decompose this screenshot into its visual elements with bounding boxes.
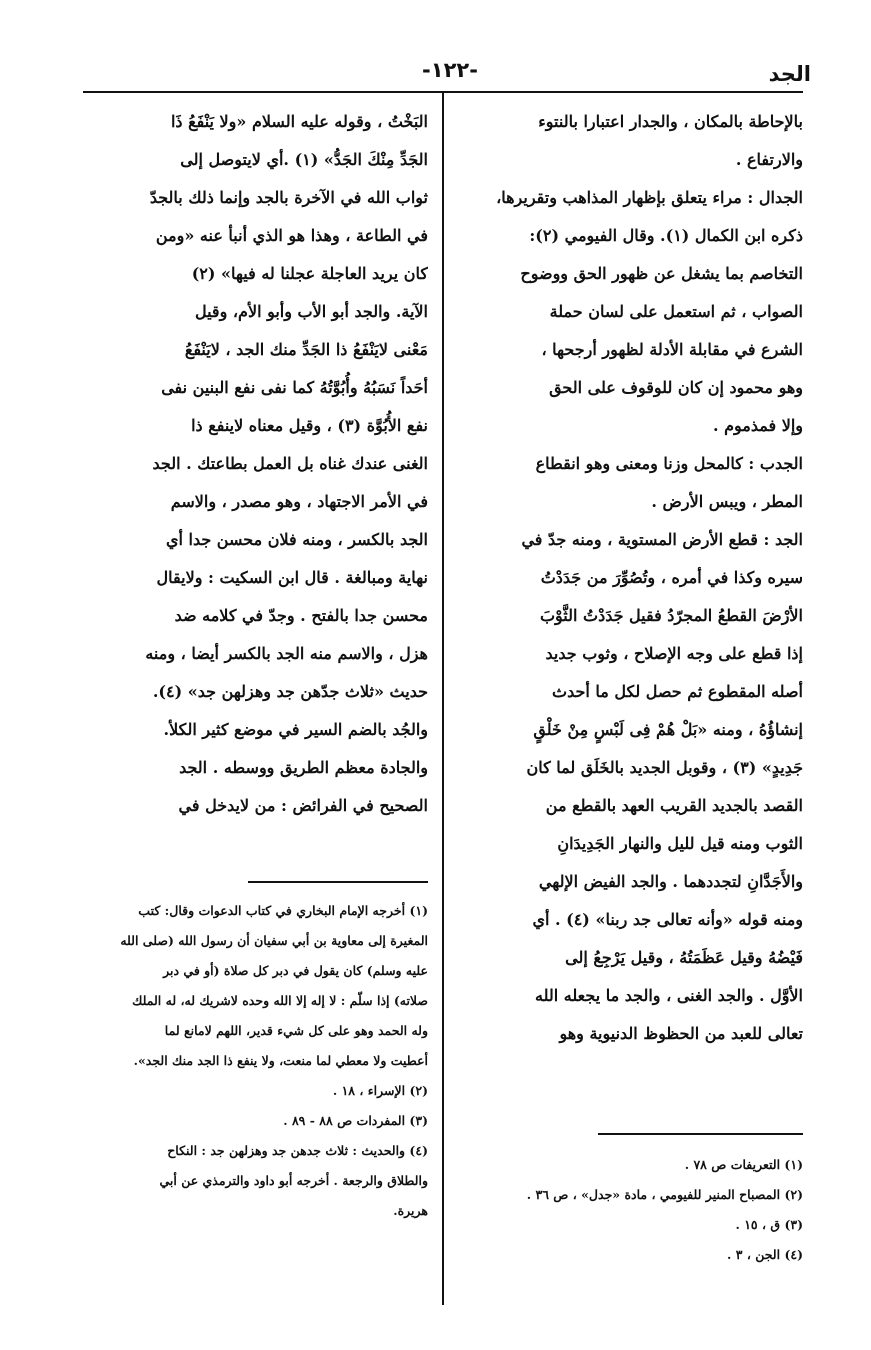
- text-line: الآية. والجد أبو الأب وأبو الأم، وقيل: [194, 302, 428, 321]
- text-line: والارتفاع .: [735, 150, 803, 169]
- footnote-line: صلاته) إذا سلّم : لا إله إلا الله وحده لاشريك له، له الملك: [132, 993, 428, 1008]
- text-line: جَدِيدٍ» (٣) ، وقوبل الجديد بالخَلَق لما كان: [526, 758, 803, 777]
- text-line: في الطاعة ، وهذا هو الذي أنبأ عنه «ومن: [155, 226, 428, 245]
- footnote-line: والطلاق والرجعة . أخرجه أبو داود والترمذي عن أبي: [159, 1173, 428, 1188]
- text-line: والجادة معظم الطريق ووسطه . الجد: [179, 758, 428, 777]
- text-line: نهاية ومبالغة . قال ابن السكيت : ولايقال: [156, 568, 428, 587]
- footnote-line: هريرة.: [393, 1203, 428, 1218]
- text-line: والجُد بالضم السير في موضع كثير الكلأ.: [163, 720, 428, 739]
- text-line: فَيْضُهُ وقيل عَظَمَتُهُ ، وقيل يَرْجِعُ إلى: [565, 948, 803, 967]
- footnote-line: (٢) الإسراء ، ١٨ .: [332, 1083, 428, 1098]
- footnote-line: (٤) والحديث : ثلاث جدهن جد وهزلهن جد : النكاح: [167, 1143, 428, 1158]
- text-line: والأَجَدَّانِ لتجددهما . والجد الفيض الإلهي: [538, 872, 803, 891]
- text-line: محسن جدا بالفتح . وجدّ في كلامه ضد: [174, 606, 428, 625]
- left-column-footnotes: [85, 896, 428, 1226]
- text-line: الجَدِّ مِنْكَ الجَدُّ» (١) .أي لايتوصل إلى: [180, 150, 428, 169]
- footnote-line: (٣) المفردات ص ٨٨ - ٨٩ .: [283, 1113, 428, 1128]
- footnote-line: (١) التعريفات ص ٧٨ .: [684, 1157, 803, 1172]
- text-line: وهو محمود إن كان للوقوف على الحق: [549, 378, 803, 397]
- text-line: إنشاؤُهُ ، ومنه «بَلْ هُمْ فِى لَبْسٍ مِنْ خَلْقٍ: [533, 720, 803, 739]
- text-line: الثوب ومنه قيل لليل والنهار الجَدِيدَانِ: [557, 834, 803, 853]
- left-column-text: [85, 103, 428, 825]
- text-line: بالإحاطة بالمكان ، والجدار اعتبارا بالنتوء: [538, 112, 803, 131]
- text-line: الصحيح في الفرائض : من لايدخل في: [178, 796, 428, 815]
- text-line: كان يريد العاجلة عجلنا له فيها» (٢): [191, 264, 428, 283]
- text-line: نفع الأُبُوَّة (٣) ، وقيل معناه لاينفع ذا: [191, 416, 428, 435]
- text-line: الأرْضَ القطعُ المجرّدُ فقيل جَدَدْتُ الثَّوْبَ: [539, 606, 803, 625]
- text-line: إذا قطع على وجه الإصلاح ، وثوب جديد: [545, 644, 803, 663]
- text-line: ثواب الله في الآخرة بالجد وإنما ذلك بالجدّ: [149, 188, 428, 207]
- footnote-rule-left: [248, 881, 428, 883]
- text-line: المطر ، ويبس الأرض .: [651, 492, 803, 511]
- footnote-line: عليه وسلم) كان يقول في دبر كل صلاة (أو في دبر: [163, 963, 428, 978]
- text-line: البَخْتُ ، وقوله عليه السلام «ولا يَنْفَعُ ذَا: [170, 112, 428, 131]
- footnote-line: وله الحمد وهو على كل شيء قدير، اللهم لامانع لما: [164, 1023, 428, 1038]
- text-line: التخاصم بما يشغل عن ظهور الحق ووضوح: [520, 264, 803, 283]
- text-line: حديث «ثلاث جدّهن جد وهزلهن جد» (٤).: [152, 682, 428, 701]
- footnote-line: (٣) ق ، ١٥ .: [735, 1217, 803, 1232]
- text-line: الجد : قطع الأرض المستوية ، ومنه جدّ في: [521, 530, 803, 549]
- text-line: الصواب ، ثم استعمل على لسان حملة: [549, 302, 803, 321]
- footnote-line: (٤) الجن ، ٣ .: [727, 1247, 803, 1262]
- text-line: أحَداً نَسَبُهُ وأُبُوَّتُهُ كما نفى نفع البنين نفى: [161, 378, 428, 397]
- footnote-line: المغيرة إلى معاوية بن أبي سفيان أن رسول الله (صلى الله: [120, 933, 428, 948]
- text-line: الغنى عندك غناه بل العمل بطاعتك . الجد: [152, 454, 428, 473]
- text-line: الجدب : كالمحل وزنا ومعنى وهو انقطاع: [535, 454, 803, 473]
- text-line: سيره وكذا في أمره ، وتُصُوِّرَ من جَدَدْتُ: [540, 568, 803, 587]
- running-header-title: الجد: [768, 62, 811, 86]
- text-line: الجد بالكسر ، ومنه فلان محسن جدا أي: [165, 530, 428, 549]
- text-line: في الأمر الاجتهاد ، وهو مصدر ، والاسم: [170, 492, 428, 511]
- text-line: هزل ، والاسم منه الجد بالكسر أيضا ، ومنه: [145, 644, 428, 663]
- text-line: تعالى للعبد من الحظوظ الدنيوية وهو: [559, 1024, 803, 1043]
- text-line: القصد بالجديد القريب العهد بالقطع من: [545, 796, 803, 815]
- text-line: الشرع في مقابلة الأدلة لظهور أرجحها ،: [541, 340, 803, 359]
- text-line: ومنه قوله «وأنه تعالى جد ربنا» (٤) . أي: [532, 910, 803, 929]
- right-column-footnotes: [458, 1150, 803, 1270]
- footnote-line: (١) أخرجه الإمام البخاري في كتاب الدعوات وقال: كتب: [138, 903, 428, 918]
- column-divider: [442, 93, 444, 1305]
- text-line: وإلا فمذموم .: [712, 416, 803, 435]
- right-column-text: [458, 103, 803, 1053]
- text-line: ذكره ابن الكمال (١). وقال الفيومي (٢):: [529, 226, 803, 245]
- text-line: مَعْنى لايَنْفَعُ ذا الجَدِّ منك الجد ، لايَنْفَعُ: [184, 340, 428, 359]
- footnote-line: أعطيت ولا معطي لما منعت، ولا ينفع ذا الجد منك الجد».: [133, 1053, 428, 1068]
- text-line: أصله المقطوع ثم حصل لكل ما أحدث: [552, 682, 803, 701]
- footnote-rule-right: [598, 1133, 803, 1135]
- text-line: الجدال : مراء يتعلق بإظهار المذاهب وتقريرها،: [496, 188, 803, 207]
- footnote-line: (٢) المصباح المنير للفيومي ، مادة «جدل» ، ص ٣٦ .: [526, 1187, 803, 1202]
- text-line: الأوَّل . والجد الغنى ، والجد ما يجعله الله: [535, 986, 803, 1005]
- page-number: -١٢٢-: [422, 58, 478, 82]
